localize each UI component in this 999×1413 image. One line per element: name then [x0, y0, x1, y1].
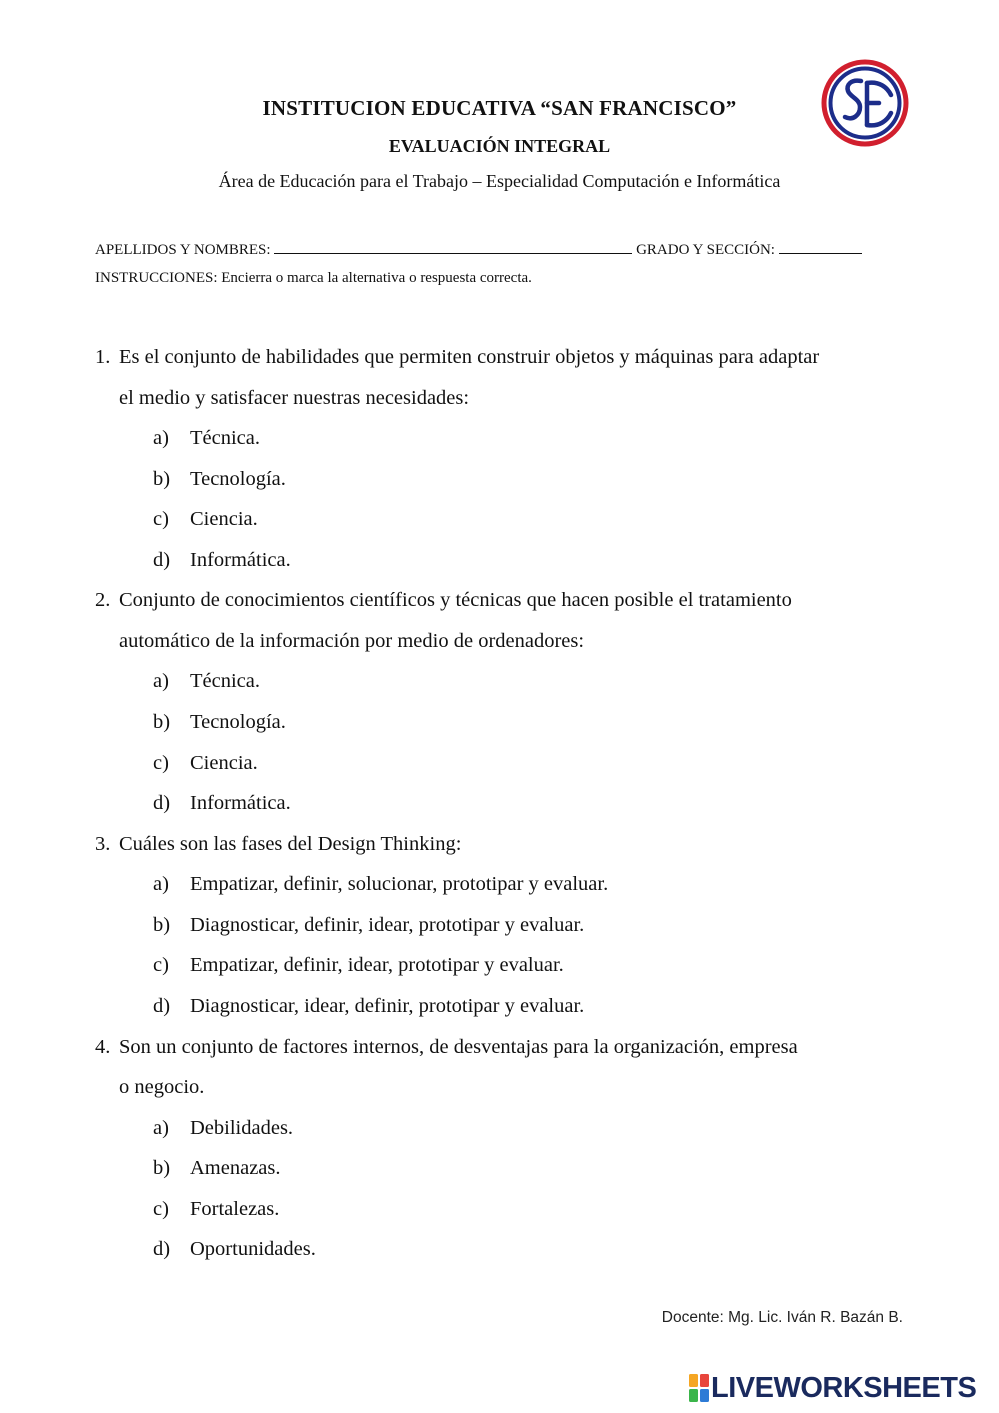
option-text: Ciencia. [190, 751, 258, 774]
question-stem [95, 1027, 905, 1068]
option-text: Informática. [190, 548, 291, 571]
question-3 [95, 824, 905, 1027]
question-list [95, 337, 905, 1270]
name-label: APELLIDOS Y NOMBRES: [95, 242, 271, 258]
exam-title: EVALUACIÓN INTEGRAL [388, 136, 611, 156]
answer-option[interactable] [95, 986, 905, 1027]
question-text: Es el conjunto de habilidades que permiten construir objetos y máquinas para adaptar [119, 346, 820, 368]
answer-option[interactable] [95, 661, 905, 702]
option-text: Diagnosticar, idear, definir, prototipar y evaluar. [190, 995, 585, 1018]
option-text: Ciencia. [190, 508, 258, 531]
question-stem [95, 337, 905, 378]
answer-option[interactable] [95, 905, 905, 946]
answer-option[interactable] [95, 783, 905, 824]
question-1 [95, 337, 905, 580]
answer-option[interactable] [95, 1229, 905, 1270]
question-text-continued: automático de la información por medio de ordenadores: [119, 629, 585, 652]
question-number: 1. [95, 346, 111, 368]
option-letter: c) [153, 751, 169, 774]
option-text: Técnica. [190, 427, 260, 449]
question-text: Conjunto de conocimientos científicos y técnicas que hacen posible el tratamiento [119, 589, 792, 612]
option-list [95, 864, 905, 1026]
answer-option[interactable] [95, 1148, 905, 1189]
option-letter: b) [153, 710, 171, 733]
question-stem [95, 580, 905, 621]
answer-option[interactable] [95, 459, 905, 500]
answer-option[interactable] [95, 743, 905, 784]
teacher-credit: Docente: Mg. Lic. Iván R. Bazán B. [661, 1309, 903, 1326]
option-list [95, 1108, 905, 1270]
option-text: Tecnología. [190, 710, 286, 733]
question-number: 2. [95, 589, 111, 612]
option-text: Tecnología. [190, 467, 286, 490]
answer-option[interactable] [95, 864, 905, 905]
answer-option[interactable] [95, 499, 905, 540]
answer-option[interactable] [95, 945, 905, 986]
student-info-line [95, 239, 915, 259]
option-letter: b) [153, 913, 171, 936]
option-text: Técnica. [190, 670, 260, 693]
answer-option[interactable] [95, 540, 905, 581]
option-letter: d) [153, 548, 171, 571]
option-letter: b) [153, 1157, 171, 1180]
question-number: 3. [95, 832, 111, 855]
option-text: Amenazas. [190, 1157, 281, 1180]
option-text: Fortalezas. [190, 1197, 280, 1220]
question-number: 4. [95, 1035, 111, 1058]
option-letter: a) [153, 427, 169, 449]
answer-option[interactable] [95, 418, 905, 459]
option-text: Empatizar, definir, solucionar, prototipar y evaluar. [190, 873, 609, 896]
option-letter: b) [153, 467, 171, 490]
school-title: INSTITUCION EDUCATIVA “SAN FRANCISCO” [262, 96, 737, 120]
answer-option[interactable] [95, 1108, 905, 1149]
brand-watermark [689, 1372, 976, 1404]
option-letter: d) [153, 1238, 171, 1261]
question-text-continued: el medio y satisfacer nuestras necesidades: [119, 386, 470, 409]
option-list [95, 661, 905, 823]
question-stem [95, 824, 905, 865]
question-text: Cuáles son las fases del Design Thinking: [119, 832, 462, 855]
brand-name: LIVEWORKSHEETS [711, 1371, 977, 1404]
option-letter: a) [153, 873, 169, 896]
option-letter: a) [153, 1116, 169, 1139]
grade-field[interactable] [779, 239, 862, 254]
option-letter: d) [153, 792, 171, 815]
option-letter: a) [153, 670, 169, 693]
option-text: Informática. [190, 792, 291, 815]
option-text: Oportunidades. [190, 1238, 316, 1261]
answer-option[interactable] [95, 702, 905, 743]
question-2 [95, 580, 905, 823]
option-letter: c) [153, 508, 169, 531]
question-4 [95, 1027, 905, 1270]
option-list [95, 418, 905, 580]
option-letter: d) [153, 995, 171, 1018]
option-letter: c) [153, 954, 169, 977]
question-text-continued: o negocio. [119, 1076, 205, 1099]
grade-label: GRADO Y SECCIÓN: [636, 242, 775, 258]
question-text: Son un conjunto de factores internos, de desventajas para la organización, empresa [119, 1035, 798, 1058]
instructions: INSTRUCCIONES: Encierra o marca la alternativa o respuesta correcta. [95, 270, 532, 286]
name-field[interactable] [274, 239, 632, 254]
option-text: Debilidades. [190, 1116, 294, 1139]
option-letter: c) [153, 1197, 169, 1220]
area-subtitle: Área de Educación para el Trabajo – Especialidad Computación e Informática [218, 171, 781, 191]
school-logo [821, 59, 909, 147]
option-text: Diagnosticar, definir, idear, prototipar y evaluar. [190, 913, 585, 936]
brand-logo-icon [689, 1374, 709, 1402]
answer-option[interactable] [95, 1189, 905, 1230]
option-text: Empatizar, definir, idear, prototipar y evaluar. [190, 954, 564, 977]
